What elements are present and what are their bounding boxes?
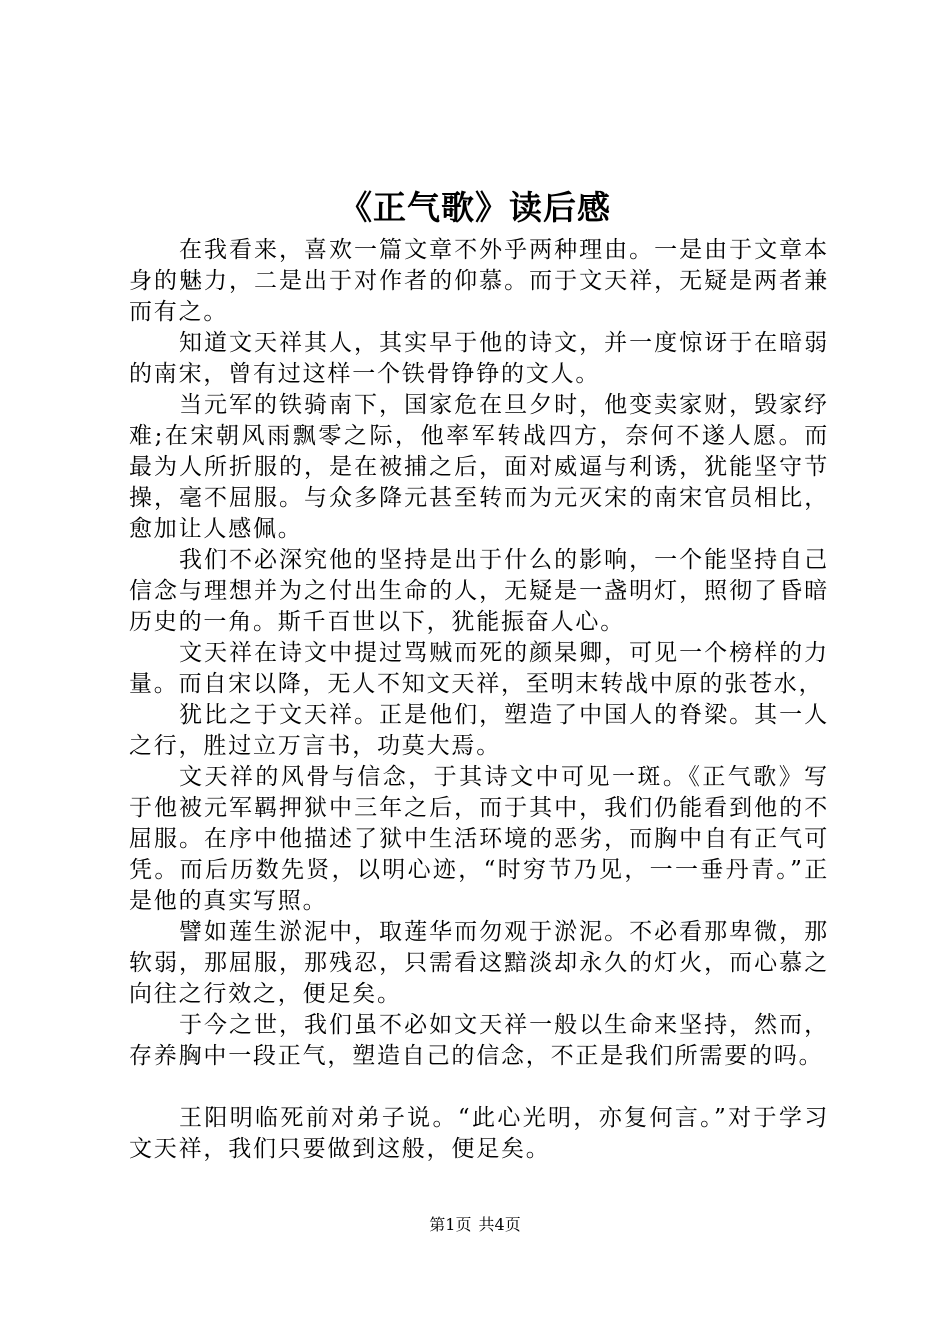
paragraph-5: 文天祥在诗文中提过骂贼而死的颜杲卿，可见一个榜样的力量。而自宋以降，无人不知文天祥，至明末转战中原的张苍水， — [129, 640, 829, 697]
paragraph-7: 文天祥的风骨与信念，于其诗文中可见一斑。《正气歌》写于他被元军羁押狱中三年之后，而于其中，我们仍能看到他的不屈服。在序中他描述了狱中生活环境的恶劣，而胸中自有正气可凭。而后历数先贤，以明心迹，“时穷节乃见，一一垂丹青。”正是他的真实写照。 — [129, 764, 829, 914]
paragraph-1: 在我看来，喜欢一篇文章不外乎两种理由。一是由于文章本身的魅力，二是出于对作者的仰慕。而于文天祥，无疑是两者兼而有之。 — [129, 237, 829, 325]
page-footer — [0, 1214, 950, 1236]
document-title: 《正气歌》读后感 — [339, 188, 611, 227]
paragraph-9: 于今之世，我们虽不必如文天祥一般以生命来坚持，然而，存养胸中一段正气，塑造自己的信念，不正是我们所需要的吗。 — [129, 1012, 829, 1069]
paragraph-2: 知道文天祥其人，其实早于他的诗文，并一度惊讶于在暗弱的南宋，曾有过这样一个铁骨铮铮的文人。 — [129, 330, 829, 387]
paragraph-4: 我们不必深究他的坚持是出于什么的影响，一个能坚持自己信念与理想并为之付出生命的人，无疑是一盏明灯，照彻了昏暗历史的一角。斯千百世以下，犹能振奋人心。 — [129, 547, 829, 635]
paragraph-3: 当元军的铁骑南下，国家危在旦夕时，他变卖家财，毁家纾难;在宋朝风雨飘零之际，他率军转战四方，奈何不遂人愿。而最为人所折服的，是在被捕之后，面对威逼与利诱，犹能坚守节操，毫不屈服。与众多降元甚至转而为元灭宋的南宋官员相比，愈加让人感佩。 — [129, 392, 829, 542]
page-total: 共4页 — [478, 1215, 521, 1234]
document-body — [129, 235, 829, 1165]
paragraph-10: 王阳明临死前对弟子说。“此心光明，亦复何言。”对于学习文天祥，我们只要做到这般，便足矣。 — [129, 1105, 829, 1162]
paragraph-8: 譬如莲生淤泥中，取莲华而勿观于淤泥。不必看那卑微，那软弱，那屈服，那残忍，只需看这黯淡却永久的灯火，而心慕之向往之行效之，便足矣。 — [129, 919, 829, 1007]
paragraph-6: 犹比之于文天祥。正是他们，塑造了中国人的脊梁。其一人之行，胜过立万言书，功莫大焉。 — [129, 702, 829, 759]
page-number: 第1页 — [429, 1215, 472, 1234]
